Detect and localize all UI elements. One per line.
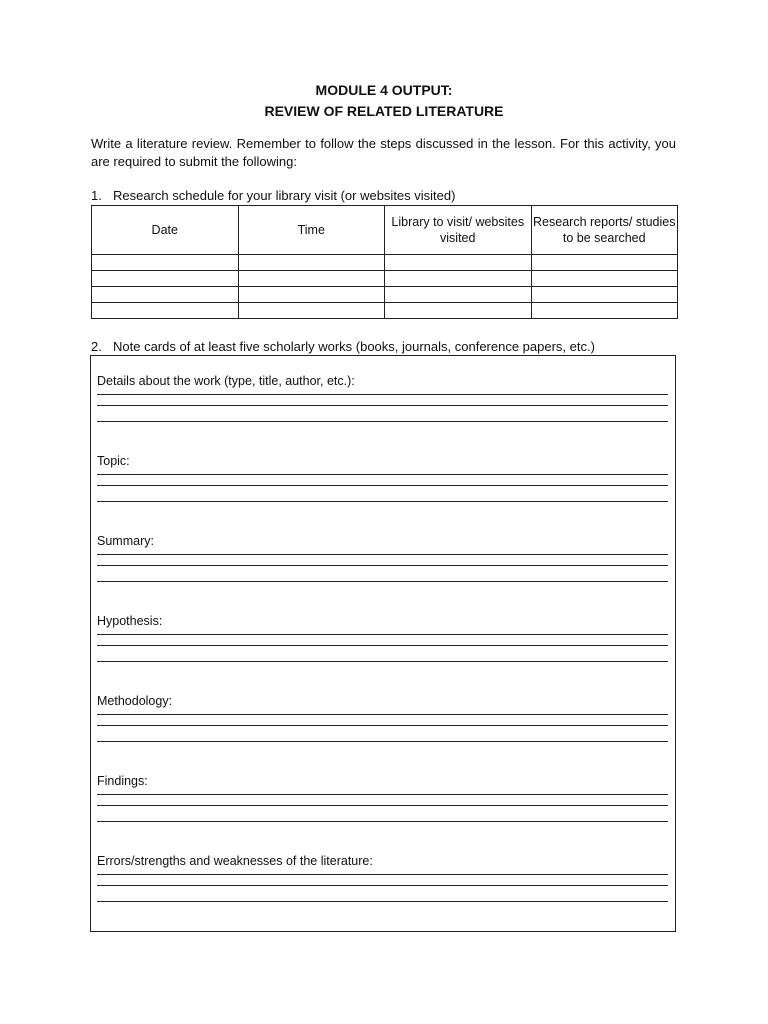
field-label: Errors/strengths and weaknesses of the literature: [97,854,373,868]
writing-line[interactable] [97,474,668,475]
table-cell[interactable] [531,255,678,271]
writing-line[interactable] [97,421,668,422]
table-row [92,303,678,319]
writing-line[interactable] [97,661,668,662]
table-cell[interactable] [238,271,385,287]
writing-line[interactable] [97,485,668,486]
column-header-time: Time [238,206,385,255]
title-block [0,80,768,122]
writing-line[interactable] [97,554,668,555]
item-1-text: Research schedule for your library visit (or websites visited) [113,188,456,203]
table-cell[interactable] [385,303,532,319]
module-title: MODULE 4 OUTPUT: [315,82,453,98]
field-label: Methodology: [97,694,173,708]
table-row [92,287,678,303]
writing-line[interactable] [97,885,668,886]
table-cell[interactable] [531,287,678,303]
writing-line[interactable] [97,805,668,806]
table-cell[interactable] [238,287,385,303]
table-body [92,255,678,319]
writing-line[interactable] [97,714,668,715]
note-card [90,355,676,932]
writing-line[interactable] [97,581,668,582]
item-2-number: 2. [91,339,102,354]
writing-line[interactable] [97,405,668,406]
writing-line[interactable] [97,874,668,875]
note-field [97,613,668,662]
table-cell[interactable] [238,255,385,271]
table-row [92,255,678,271]
writing-line[interactable] [97,901,668,902]
writing-line[interactable] [97,645,668,646]
table-cell[interactable] [92,255,239,271]
research-schedule-table [91,205,678,319]
writing-line[interactable] [97,794,668,795]
table-cell[interactable] [238,303,385,319]
field-label: Hypothesis: [97,614,163,628]
writing-line[interactable] [97,394,668,395]
field-label: Summary: [97,534,154,548]
table-cell[interactable] [92,303,239,319]
table-row [92,271,678,287]
table-cell[interactable] [531,271,678,287]
item-1-heading [91,188,455,204]
table-cell[interactable] [385,255,532,271]
note-field [97,453,668,502]
note-field [97,853,668,902]
writing-line[interactable] [97,741,668,742]
field-label: Topic: [97,454,130,468]
column-header-library: Library to visit/ websites visited [385,206,532,255]
note-field [97,533,668,582]
writing-line[interactable] [97,634,668,635]
note-field [97,773,668,822]
table-cell[interactable] [531,303,678,319]
writing-line[interactable] [97,821,668,822]
table-header-row [92,206,678,255]
column-header-date: Date [92,206,239,255]
table-cell[interactable] [385,271,532,287]
item-1-number: 1. [91,188,102,203]
writing-line[interactable] [97,725,668,726]
column-header-research-reports: Research reports/ studies to be searched [531,206,678,255]
table-cell[interactable] [385,287,532,303]
field-label: Findings: [97,774,148,788]
table-cell[interactable] [92,287,239,303]
page-title: REVIEW OF RELATED LITERATURE [264,103,504,119]
table-cell[interactable] [92,271,239,287]
item-2-text: Note cards of at least five scholarly works (books, journals, conference papers, etc.) [113,339,595,354]
item-2-heading [91,339,595,355]
field-label: Details about the work (type, title, author, etc.): [97,374,355,388]
writing-line[interactable] [97,565,668,566]
writing-line[interactable] [97,501,668,502]
note-field [97,373,668,422]
instructions-paragraph: Write a literature review. Remember to follow the steps discussed in the lesson. For this activity, you are required to submit the following: [91,136,676,169]
note-field [97,693,668,742]
